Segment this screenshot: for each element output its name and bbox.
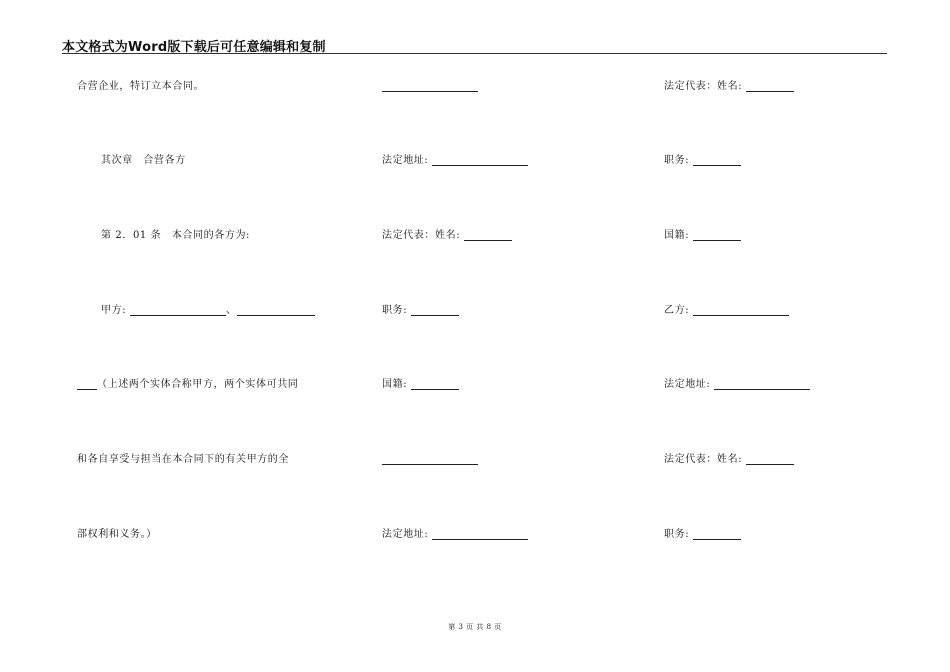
- field-label: 职务:: [382, 305, 408, 316]
- party-b-name-blank: [693, 305, 789, 316]
- field-label: 法定地址:: [382, 155, 429, 166]
- party-a-separator: 、: [225, 305, 237, 316]
- chapter-heading: 其次章 合营各方: [101, 155, 186, 166]
- form-field-line: [664, 229, 741, 243]
- position-blank: [693, 155, 741, 166]
- contract-text-line: 部权利和义务。）: [77, 529, 157, 540]
- blank-line: [77, 379, 97, 390]
- form-field-line: [382, 229, 512, 243]
- field-label: 职务:: [664, 529, 690, 540]
- document-header-title: 本文格式为Word版下载后可任意编辑和复制: [62, 40, 326, 55]
- blank-line: [382, 81, 478, 92]
- form-field-line: [664, 304, 789, 318]
- form-field-line: [664, 80, 794, 94]
- field-label: 法定地址:: [382, 529, 429, 540]
- field-label: 国籍:: [382, 379, 408, 390]
- contract-text-line: 和各自享受与担当在本合同下的有关甲方的全: [77, 454, 289, 465]
- legal-address-blank: [432, 529, 528, 540]
- form-field-line: [382, 528, 528, 542]
- representative-name-blank: [746, 454, 794, 465]
- contract-text-line: 合营企业，特订立本合同。: [77, 81, 205, 92]
- blank-line: [382, 454, 478, 465]
- form-field-line: [382, 304, 459, 318]
- form-field-line: [382, 80, 478, 94]
- contract-text-line: [77, 378, 298, 392]
- party-a-name-blank: [130, 305, 226, 316]
- position-blank: [693, 529, 741, 540]
- party-a-line: [77, 304, 315, 318]
- form-field-line: [664, 154, 741, 168]
- position-blank: [411, 305, 459, 316]
- form-field-line: [382, 154, 528, 168]
- field-label: 乙方:: [664, 305, 690, 316]
- field-label: 职务:: [664, 155, 690, 166]
- party-a-second-name-blank: [237, 305, 315, 316]
- nationality-blank: [411, 379, 459, 390]
- form-field-line: [664, 528, 741, 542]
- contract-text-fragment: （上述两个实体合称甲方，两个实体可共同: [97, 379, 299, 390]
- field-label: 法定代表：姓名:: [382, 230, 461, 241]
- legal-address-blank: [714, 379, 810, 390]
- party-a-label: 甲方:: [101, 305, 127, 316]
- form-field-line: [664, 453, 794, 467]
- form-field-line: [382, 453, 478, 467]
- representative-name-blank: [746, 81, 794, 92]
- field-label: 法定代表：姓名:: [664, 454, 743, 465]
- form-field-line: [664, 378, 810, 392]
- page-number-footer: 第 3 页 共 8 页: [448, 623, 502, 631]
- field-label: 国籍:: [664, 230, 690, 241]
- field-label: 法定代表：姓名:: [664, 81, 743, 92]
- nationality-blank: [693, 230, 741, 241]
- representative-name-blank: [464, 230, 512, 241]
- field-label: 法定地址:: [664, 379, 711, 390]
- header-divider: [62, 53, 887, 54]
- form-field-line: [382, 378, 459, 392]
- article-heading: 第 2．01 条 本合同的各方为:: [101, 230, 251, 241]
- legal-address-blank: [432, 155, 528, 166]
